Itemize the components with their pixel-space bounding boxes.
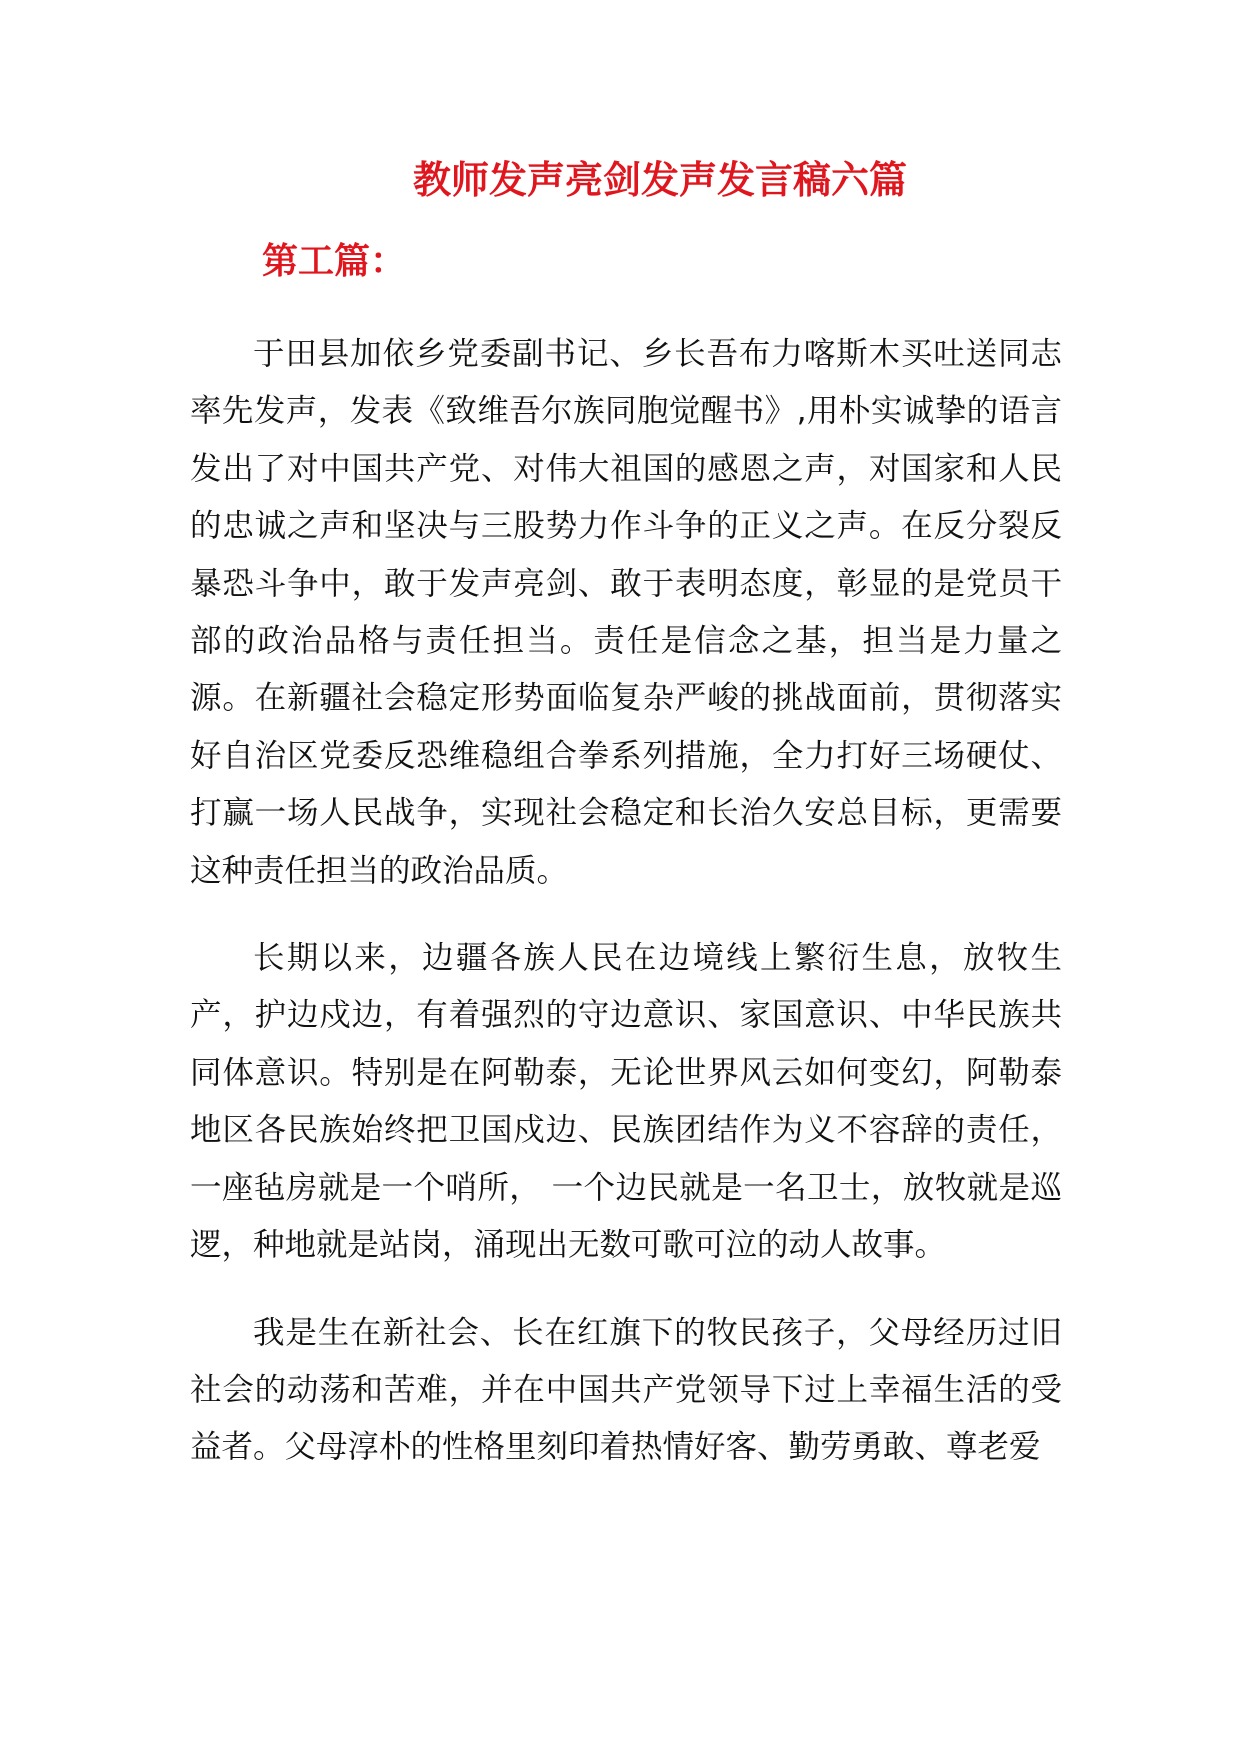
section-heading: 第工篇： (262, 240, 407, 282)
paragraph-2: 长期以来，边疆各族人民在边境线上繁衍生息，放牧生产，护边戍边，有着强烈的守边意识、家国意识、中华民族共同体意识。特别是在阿勒泰，无论世界风云如何变幻，阿勒泰地区各民族始终把卫国戍边、民族团结作为义不容辞的责任， 一座毡房就是一个哨所， 一个边民就是一名卫士，放牧就是巡逻，种地就是站岗，涌现出无数可歌可泣的动人故事。 (190, 940, 1062, 1264)
paragraph-1: 于田县加依乡党委副书记、乡长吾布力喀斯木买吐送同志率先发声，发表《致维吾尔族同胞觉醒书》,用朴实诚挚的语言发出了对中国共产党、对伟大祖国的感恩之声，对国家和人民的忠诚之声和坚决与三股势力作斗争的正义之声。在反分裂反暴恐斗争中，敢于发声亮剑、敢于表明态度，彰显的是党员干部的政治品格与责任担当。责任是信念之基，担当是力量之源。在新疆社会稳定形势面临复杂严峻的挑战面前，贯彻落实好自治区党委反恐维稳组合拳系列措施，全力打好三场硬仗、打赢一场人民战争，实现社会稳定和长治久安总目标，更需要这种责任担当的政治品质。 (190, 336, 1062, 889)
document-body (190, 326, 1062, 1507)
document-title: 教师发声亮剑发声发言稿六篇 (412, 157, 907, 202)
paragraph-3: 我是生在新社会、长在红旗下的牧民孩子，父母经历过旧社会的动荡和苦难，并在中国共产党领导下过上幸福生活的受益者。父母淳朴的性格里刻印着热情好客、勤劳勇敢、尊老爱 (190, 1314, 1062, 1466)
